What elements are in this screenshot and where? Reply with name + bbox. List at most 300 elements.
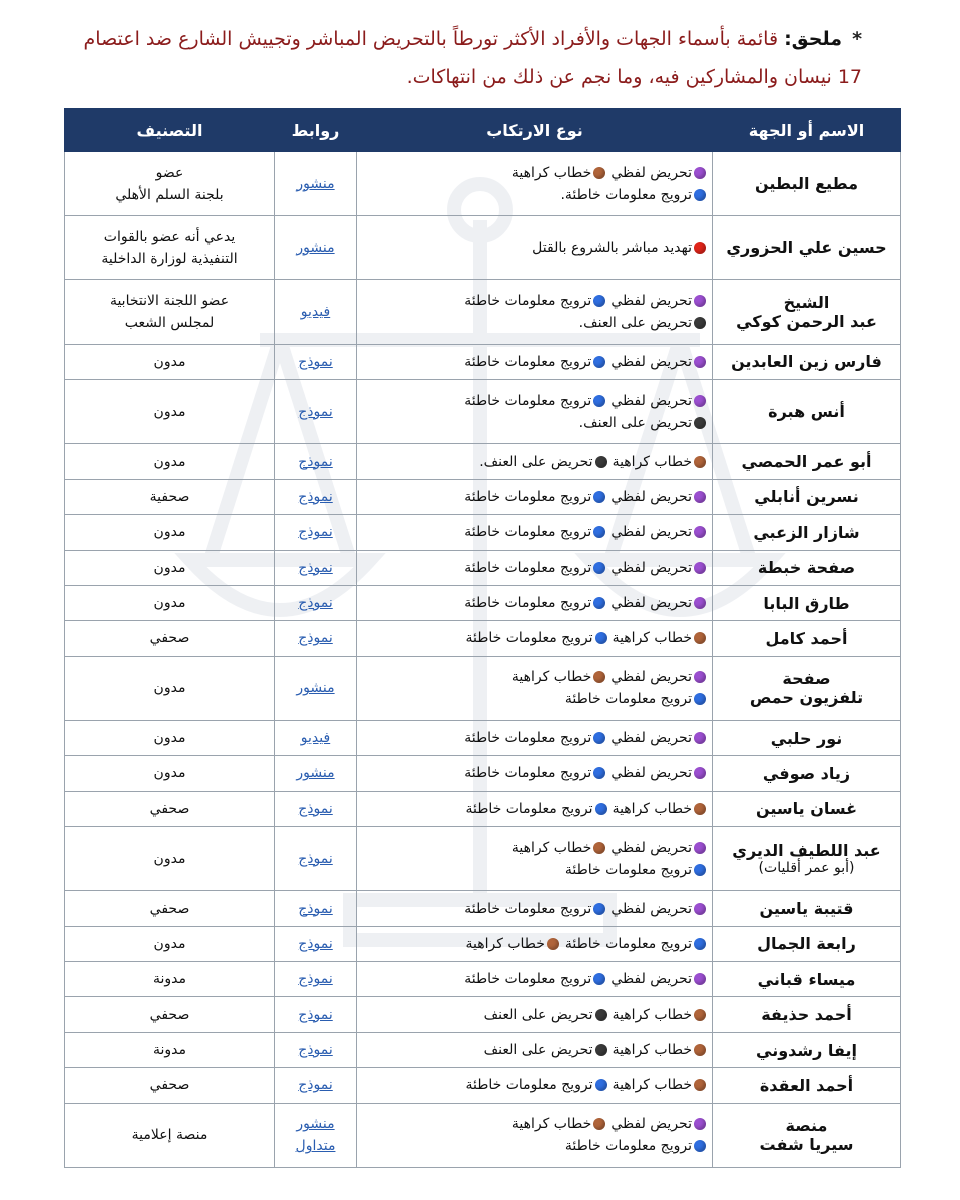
name-cell bbox=[713, 1068, 901, 1103]
classification-text: مدون bbox=[153, 765, 186, 782]
violation-type-cell bbox=[357, 216, 713, 280]
violation-label: تحريض على العنف. bbox=[578, 414, 692, 431]
classification-text: صحفي bbox=[149, 1006, 190, 1023]
violation-type-cell bbox=[357, 280, 713, 344]
entity-name: أحمد كامل bbox=[765, 628, 848, 648]
annex-header bbox=[60, 20, 862, 96]
violation-label: تحريض لفظي bbox=[611, 488, 692, 505]
name-cell bbox=[713, 926, 901, 961]
violation-label: ترويج معلومات خاطئة bbox=[464, 595, 592, 612]
evidence-link[interactable]: نموذج bbox=[298, 630, 333, 647]
entity-name: نور حلبي bbox=[770, 728, 843, 748]
purple-dot-icon bbox=[694, 842, 706, 854]
violation-line bbox=[363, 762, 706, 784]
violation-line bbox=[363, 666, 706, 688]
name-cell bbox=[713, 152, 901, 216]
violation-line bbox=[363, 1004, 706, 1026]
purple-dot-icon bbox=[694, 597, 706, 609]
classification-cell bbox=[65, 585, 275, 620]
table-row bbox=[65, 827, 901, 891]
name-cell bbox=[713, 380, 901, 444]
table-row bbox=[65, 550, 901, 585]
evidence-link[interactable]: منشور bbox=[296, 765, 335, 782]
violation-type-cell bbox=[357, 1068, 713, 1103]
violation-type-cell bbox=[357, 997, 713, 1032]
entity-name: نسرين أنابلي bbox=[754, 487, 859, 507]
evidence-link[interactable]: نموذج bbox=[298, 524, 333, 541]
violation-line bbox=[363, 727, 706, 749]
table-row bbox=[65, 1068, 901, 1103]
violation-line bbox=[363, 898, 706, 920]
purple-dot-icon bbox=[694, 903, 706, 915]
table-row bbox=[65, 152, 901, 216]
name-cell bbox=[713, 216, 901, 280]
table-header-row bbox=[65, 109, 901, 152]
blue-dot-icon bbox=[593, 295, 605, 307]
annex-description: قائمة بأسماء الجهات والأفراد الأكثر تورطاً بالتحريض المباشر وتجييش الشارع ضد اعتصام 17 نيسان والمشاركين فيه، وما نجم عن ذلك من انتهاكات. bbox=[83, 28, 862, 88]
violation-line bbox=[363, 1135, 706, 1157]
classification-text: مدونة bbox=[152, 971, 186, 988]
classification-text: يدعي أنه عضو بالقوات bbox=[103, 228, 236, 245]
violation-label: ترويج معلومات خاطئة bbox=[564, 1138, 692, 1155]
classification-text: مدون bbox=[153, 403, 186, 420]
evidence-link[interactable]: نموذج bbox=[298, 1006, 333, 1023]
classification-cell bbox=[65, 444, 275, 479]
table-body bbox=[65, 152, 901, 1168]
violation-line bbox=[363, 1074, 706, 1096]
links-cell bbox=[275, 444, 357, 479]
violation-label: تحريض لفظي bbox=[611, 595, 692, 612]
links-cell bbox=[275, 550, 357, 585]
violation-line bbox=[363, 837, 706, 859]
violation-label: ترويج معلومات خاطئة bbox=[564, 861, 692, 878]
name-cell bbox=[713, 444, 901, 479]
blue-dot-icon bbox=[593, 903, 605, 915]
entity-name: ميساء قباني bbox=[757, 969, 856, 989]
table-row bbox=[65, 1103, 901, 1167]
violation-label: ترويج معلومات خاطئة bbox=[564, 691, 692, 708]
classification-cell bbox=[65, 515, 275, 550]
table-row bbox=[65, 216, 901, 280]
violation-label: تحريض لفظي bbox=[611, 765, 692, 782]
violation-type-cell bbox=[357, 585, 713, 620]
table-row bbox=[65, 479, 901, 514]
entity-name: رابعة الجمال bbox=[757, 934, 856, 954]
name-cell bbox=[713, 585, 901, 620]
name-cell bbox=[713, 756, 901, 791]
asterisk: * bbox=[852, 28, 862, 50]
links-cell bbox=[275, 827, 357, 891]
links-cell bbox=[275, 479, 357, 514]
links-cell bbox=[275, 997, 357, 1032]
brown-dot-icon bbox=[593, 1118, 605, 1130]
name-cell bbox=[713, 997, 901, 1032]
purple-dot-icon bbox=[694, 973, 706, 985]
column-header-violation-type: نوع الارتكاب bbox=[357, 109, 713, 152]
evidence-link[interactable]: نموذج bbox=[298, 595, 333, 612]
violation-label: ترويج معلومات خاطئة bbox=[464, 971, 592, 988]
violation-line bbox=[363, 933, 706, 955]
links-cell bbox=[275, 621, 357, 656]
classification-text: مدون bbox=[153, 730, 186, 747]
violation-label: ترويج معلومات خاطئة bbox=[464, 765, 592, 782]
violation-label: تحريض لفظي bbox=[611, 971, 692, 988]
violation-line bbox=[363, 627, 706, 649]
violation-label: ترويج معلومات خاطئة bbox=[464, 488, 592, 505]
violation-type-cell bbox=[357, 827, 713, 891]
violation-label: خطاب كراهية bbox=[612, 1006, 692, 1023]
violation-label: ترويج معلومات خاطئة. bbox=[560, 186, 692, 203]
violation-label: تحريض لفظي bbox=[611, 392, 692, 409]
violation-label: تحريض لفظي bbox=[611, 900, 692, 917]
classification-cell bbox=[65, 720, 275, 755]
classification-cell bbox=[65, 1103, 275, 1167]
entity-name: صفحة bbox=[782, 669, 831, 689]
links-cell bbox=[275, 515, 357, 550]
links-cell bbox=[275, 344, 357, 379]
classification-cell bbox=[65, 791, 275, 826]
violation-label: تحريض لفظي bbox=[611, 669, 692, 686]
evidence-link[interactable]: منشور bbox=[296, 175, 335, 192]
evidence-link[interactable]: نموذج bbox=[298, 1042, 333, 1059]
blue-dot-icon bbox=[593, 767, 605, 779]
blue-dot-icon bbox=[593, 732, 605, 744]
violation-label: خطاب كراهية bbox=[612, 1077, 692, 1094]
entity-name: أنس هبرة bbox=[768, 402, 845, 422]
evidence-link[interactable]: نموذج bbox=[298, 559, 333, 576]
entity-name: فارس زين العابدين bbox=[731, 352, 882, 372]
table-row bbox=[65, 756, 901, 791]
violation-line bbox=[363, 162, 706, 184]
black-dot-icon bbox=[694, 417, 706, 429]
evidence-link[interactable]: نموذج bbox=[298, 850, 333, 867]
table-row bbox=[65, 280, 901, 344]
violation-type-cell bbox=[357, 962, 713, 997]
violation-label: خطاب كراهية bbox=[612, 1042, 692, 1059]
entity-name: منصة bbox=[785, 1116, 828, 1136]
blue-dot-icon bbox=[593, 491, 605, 503]
violation-label: ترويج معلومات خاطئة bbox=[464, 559, 592, 576]
name-cell bbox=[713, 344, 901, 379]
blue-dot-icon bbox=[694, 189, 706, 201]
classification-text: مدون bbox=[153, 595, 186, 612]
violation-line bbox=[363, 390, 706, 412]
classification-cell bbox=[65, 280, 275, 344]
links-cell bbox=[275, 380, 357, 444]
blue-dot-icon bbox=[593, 562, 605, 574]
table-row bbox=[65, 344, 901, 379]
violation-type-cell bbox=[357, 656, 713, 720]
brown-dot-icon bbox=[694, 1044, 706, 1056]
classification-text: مدون bbox=[153, 850, 186, 867]
evidence-link[interactable]: نموذج bbox=[298, 403, 333, 420]
entity-name: طارق البابا bbox=[763, 593, 850, 613]
violation-label: تحريض لفظي bbox=[611, 839, 692, 856]
brown-dot-icon bbox=[694, 456, 706, 468]
blue-dot-icon bbox=[593, 597, 605, 609]
name-cell bbox=[713, 827, 901, 891]
perpetrators-table bbox=[64, 108, 901, 1168]
violation-label: ترويج معلومات خاطئة bbox=[465, 1077, 593, 1094]
brown-dot-icon bbox=[593, 167, 605, 179]
entity-name: أحمد حذيفة bbox=[761, 1005, 852, 1025]
name-cell bbox=[713, 891, 901, 926]
classification-cell bbox=[65, 656, 275, 720]
violation-label: تحريض على العنف. bbox=[578, 315, 692, 332]
violation-type-cell bbox=[357, 479, 713, 514]
violation-label: تحريض على العنف. bbox=[479, 453, 593, 470]
entity-name: عبد الرحمن كوكي bbox=[736, 312, 877, 332]
column-header-links: روابط bbox=[275, 109, 357, 152]
violation-label: تحريض لفظي bbox=[611, 353, 692, 370]
violation-line bbox=[363, 237, 706, 259]
violation-line bbox=[363, 798, 706, 820]
purple-dot-icon bbox=[694, 491, 706, 503]
classification-cell bbox=[65, 152, 275, 216]
evidence-link[interactable]: فيديو bbox=[300, 304, 331, 321]
entity-name: شازار الزعبي bbox=[753, 522, 860, 542]
violation-label: ترويج معلومات خاطئة bbox=[564, 935, 692, 952]
classification-cell bbox=[65, 926, 275, 961]
table-row bbox=[65, 791, 901, 826]
blue-dot-icon bbox=[694, 938, 706, 950]
violation-line bbox=[363, 1039, 706, 1061]
classification-text: عضو اللجنة الانتخابية bbox=[109, 293, 230, 310]
entity-name: سيريا شفت bbox=[759, 1135, 854, 1155]
classification-text: صحفي bbox=[149, 630, 190, 647]
violation-label: تحريض على العنف bbox=[483, 1006, 593, 1023]
evidence-link[interactable]: منشور bbox=[296, 680, 335, 697]
links-cell bbox=[275, 152, 357, 216]
entity-name: قتيبة ياسين bbox=[759, 899, 854, 918]
violation-label: خطاب كراهية bbox=[612, 800, 692, 817]
purple-dot-icon bbox=[694, 526, 706, 538]
purple-dot-icon bbox=[694, 732, 706, 744]
blue-dot-icon bbox=[595, 1079, 607, 1091]
violation-line bbox=[363, 688, 706, 710]
links-cell bbox=[275, 720, 357, 755]
column-header-classification: التصنيف bbox=[65, 109, 275, 152]
violation-type-cell bbox=[357, 444, 713, 479]
blue-dot-icon bbox=[694, 1140, 706, 1152]
violation-type-cell bbox=[357, 380, 713, 444]
brown-dot-icon bbox=[694, 1079, 706, 1091]
name-cell bbox=[713, 791, 901, 826]
purple-dot-icon bbox=[694, 562, 706, 574]
black-dot-icon bbox=[595, 1044, 607, 1056]
violation-label: تهديد مباشر بالشروع بالقتل bbox=[532, 239, 692, 256]
classification-cell bbox=[65, 997, 275, 1032]
blue-dot-icon bbox=[593, 395, 605, 407]
classification-text: عضو bbox=[155, 164, 184, 181]
violation-line bbox=[363, 312, 706, 334]
blue-dot-icon bbox=[595, 632, 607, 644]
evidence-link[interactable]: نموذج bbox=[298, 488, 333, 505]
classification-cell bbox=[65, 1068, 275, 1103]
classification-text: صحفي bbox=[149, 1077, 190, 1094]
violation-label: ترويج معلومات خاطئة bbox=[464, 293, 592, 310]
black-dot-icon bbox=[595, 456, 607, 468]
violation-label: ترويج معلومات خاطئة bbox=[464, 730, 592, 747]
violation-line bbox=[363, 412, 706, 434]
classification-text: منصة إعلامية bbox=[131, 1127, 208, 1144]
violation-line bbox=[363, 1113, 706, 1135]
name-cell bbox=[713, 962, 901, 997]
links-cell bbox=[275, 585, 357, 620]
classification-text: التنفيذية لوزارة الداخلية bbox=[101, 250, 238, 267]
evidence-link[interactable]: نموذج bbox=[298, 971, 333, 988]
violation-label: خطاب كراهية bbox=[511, 669, 592, 686]
violation-label: خطاب كراهية bbox=[511, 164, 592, 181]
entity-name: صفحة خبطة bbox=[757, 558, 856, 578]
classification-text: مدون bbox=[153, 524, 186, 541]
violation-label: خطاب كراهية bbox=[511, 1116, 592, 1133]
violation-label: خطاب كراهية bbox=[511, 839, 592, 856]
name-cell bbox=[713, 280, 901, 344]
name-cell bbox=[713, 550, 901, 585]
entity-name: أبو عمر الحمصي bbox=[741, 452, 872, 472]
links-cell bbox=[275, 791, 357, 826]
entity-name: إيفا رشدوني bbox=[756, 1040, 857, 1060]
blue-dot-icon bbox=[593, 356, 605, 368]
evidence-link[interactable]: نموذج bbox=[298, 1077, 333, 1094]
table-row bbox=[65, 585, 901, 620]
violation-line bbox=[363, 592, 706, 614]
brown-dot-icon bbox=[593, 671, 605, 683]
links-cell bbox=[275, 280, 357, 344]
classification-text: مدون bbox=[153, 559, 186, 576]
name-cell bbox=[713, 515, 901, 550]
name-cell bbox=[713, 720, 901, 755]
entity-name: أحمد العقدة bbox=[759, 1075, 854, 1095]
classification-text: صحفي bbox=[149, 900, 190, 917]
violation-label: خطاب كراهية bbox=[612, 453, 692, 470]
blue-dot-icon bbox=[595, 803, 607, 815]
entity-name: عبد اللطيف الديري bbox=[732, 841, 881, 861]
evidence-link[interactable]: منشور bbox=[296, 1116, 335, 1133]
violation-line bbox=[363, 486, 706, 508]
brown-dot-icon bbox=[694, 632, 706, 644]
purple-dot-icon bbox=[694, 167, 706, 179]
entity-name: حسين علي الحزوري bbox=[726, 238, 887, 258]
violation-type-cell bbox=[357, 344, 713, 379]
violation-line bbox=[363, 521, 706, 543]
links-cell bbox=[275, 756, 357, 791]
blue-dot-icon bbox=[694, 693, 706, 705]
violation-type-cell bbox=[357, 756, 713, 791]
table-row bbox=[65, 656, 901, 720]
purple-dot-icon bbox=[694, 356, 706, 368]
entity-name: (أبو عمر أقليات) bbox=[758, 860, 855, 877]
classification-cell bbox=[65, 380, 275, 444]
purple-dot-icon bbox=[694, 767, 706, 779]
violation-line bbox=[363, 290, 706, 312]
brown-dot-icon bbox=[547, 938, 559, 950]
name-cell bbox=[713, 621, 901, 656]
brown-dot-icon bbox=[694, 1009, 706, 1021]
links-cell bbox=[275, 1032, 357, 1067]
classification-cell bbox=[65, 216, 275, 280]
classification-text: مدونة bbox=[152, 1042, 186, 1059]
violation-line bbox=[363, 968, 706, 990]
violation-line bbox=[363, 184, 706, 206]
black-dot-icon bbox=[595, 1009, 607, 1021]
violation-type-cell bbox=[357, 791, 713, 826]
evidence-link[interactable]: متداول bbox=[295, 1138, 336, 1155]
violation-label: تحريض لفظي bbox=[611, 730, 692, 747]
evidence-link[interactable]: منشور bbox=[296, 239, 335, 256]
annex-label: ملحق: bbox=[784, 28, 843, 50]
entity-name: غسان ياسين bbox=[755, 799, 858, 819]
violation-label: خطاب كراهية bbox=[465, 935, 545, 952]
entity-name: الشيخ bbox=[783, 293, 830, 313]
blue-dot-icon bbox=[593, 973, 605, 985]
table-row bbox=[65, 926, 901, 961]
classification-text: مدون bbox=[153, 453, 186, 470]
links-cell bbox=[275, 926, 357, 961]
violation-label: ترويج معلومات خاطئة bbox=[465, 800, 593, 817]
classification-text: مدون bbox=[153, 680, 186, 697]
classification-cell bbox=[65, 827, 275, 891]
violation-type-cell bbox=[357, 1032, 713, 1067]
classification-cell bbox=[65, 891, 275, 926]
violation-type-cell bbox=[357, 515, 713, 550]
table-row bbox=[65, 962, 901, 997]
violation-label: ترويج معلومات خاطئة bbox=[465, 630, 593, 647]
violation-label: تحريض لفظي bbox=[611, 559, 692, 576]
links-cell bbox=[275, 1103, 357, 1167]
column-header-name: الاسم أو الجهة bbox=[713, 109, 901, 152]
blue-dot-icon bbox=[593, 526, 605, 538]
evidence-link[interactable]: نموذج bbox=[298, 353, 333, 370]
violation-label: ترويج معلومات خاطئة bbox=[464, 524, 592, 541]
violation-line bbox=[363, 451, 706, 473]
name-cell bbox=[713, 656, 901, 720]
links-cell bbox=[275, 216, 357, 280]
classification-text: بلجنة السلم الأهلي bbox=[115, 186, 224, 203]
purple-dot-icon bbox=[694, 671, 706, 683]
evidence-link[interactable]: نموذج bbox=[298, 900, 333, 917]
classification-cell bbox=[65, 621, 275, 656]
links-cell bbox=[275, 656, 357, 720]
classification-cell bbox=[65, 344, 275, 379]
evidence-link[interactable]: نموذج bbox=[298, 453, 333, 470]
violation-label: ترويج معلومات خاطئة bbox=[464, 392, 592, 409]
table-row bbox=[65, 621, 901, 656]
violation-type-cell bbox=[357, 550, 713, 585]
evidence-link[interactable]: نموذج bbox=[298, 800, 333, 817]
violation-line bbox=[363, 351, 706, 373]
brown-dot-icon bbox=[593, 842, 605, 854]
evidence-link[interactable]: نموذج bbox=[298, 935, 333, 952]
entity-name: مطيع البطين bbox=[754, 174, 859, 194]
classification-cell bbox=[65, 550, 275, 585]
links-cell bbox=[275, 1068, 357, 1103]
violation-label: تحريض لفظي bbox=[611, 293, 692, 310]
violation-line bbox=[363, 859, 706, 881]
purple-dot-icon bbox=[694, 295, 706, 307]
table-row bbox=[65, 380, 901, 444]
table-row bbox=[65, 891, 901, 926]
classification-cell bbox=[65, 1032, 275, 1067]
evidence-link[interactable]: فيديو bbox=[300, 730, 331, 747]
violation-type-cell bbox=[357, 720, 713, 755]
violation-type-cell bbox=[357, 926, 713, 961]
violation-type-cell bbox=[357, 1103, 713, 1167]
classification-cell bbox=[65, 479, 275, 514]
violation-label: ترويج معلومات خاطئة bbox=[464, 900, 592, 917]
classification-cell bbox=[65, 962, 275, 997]
